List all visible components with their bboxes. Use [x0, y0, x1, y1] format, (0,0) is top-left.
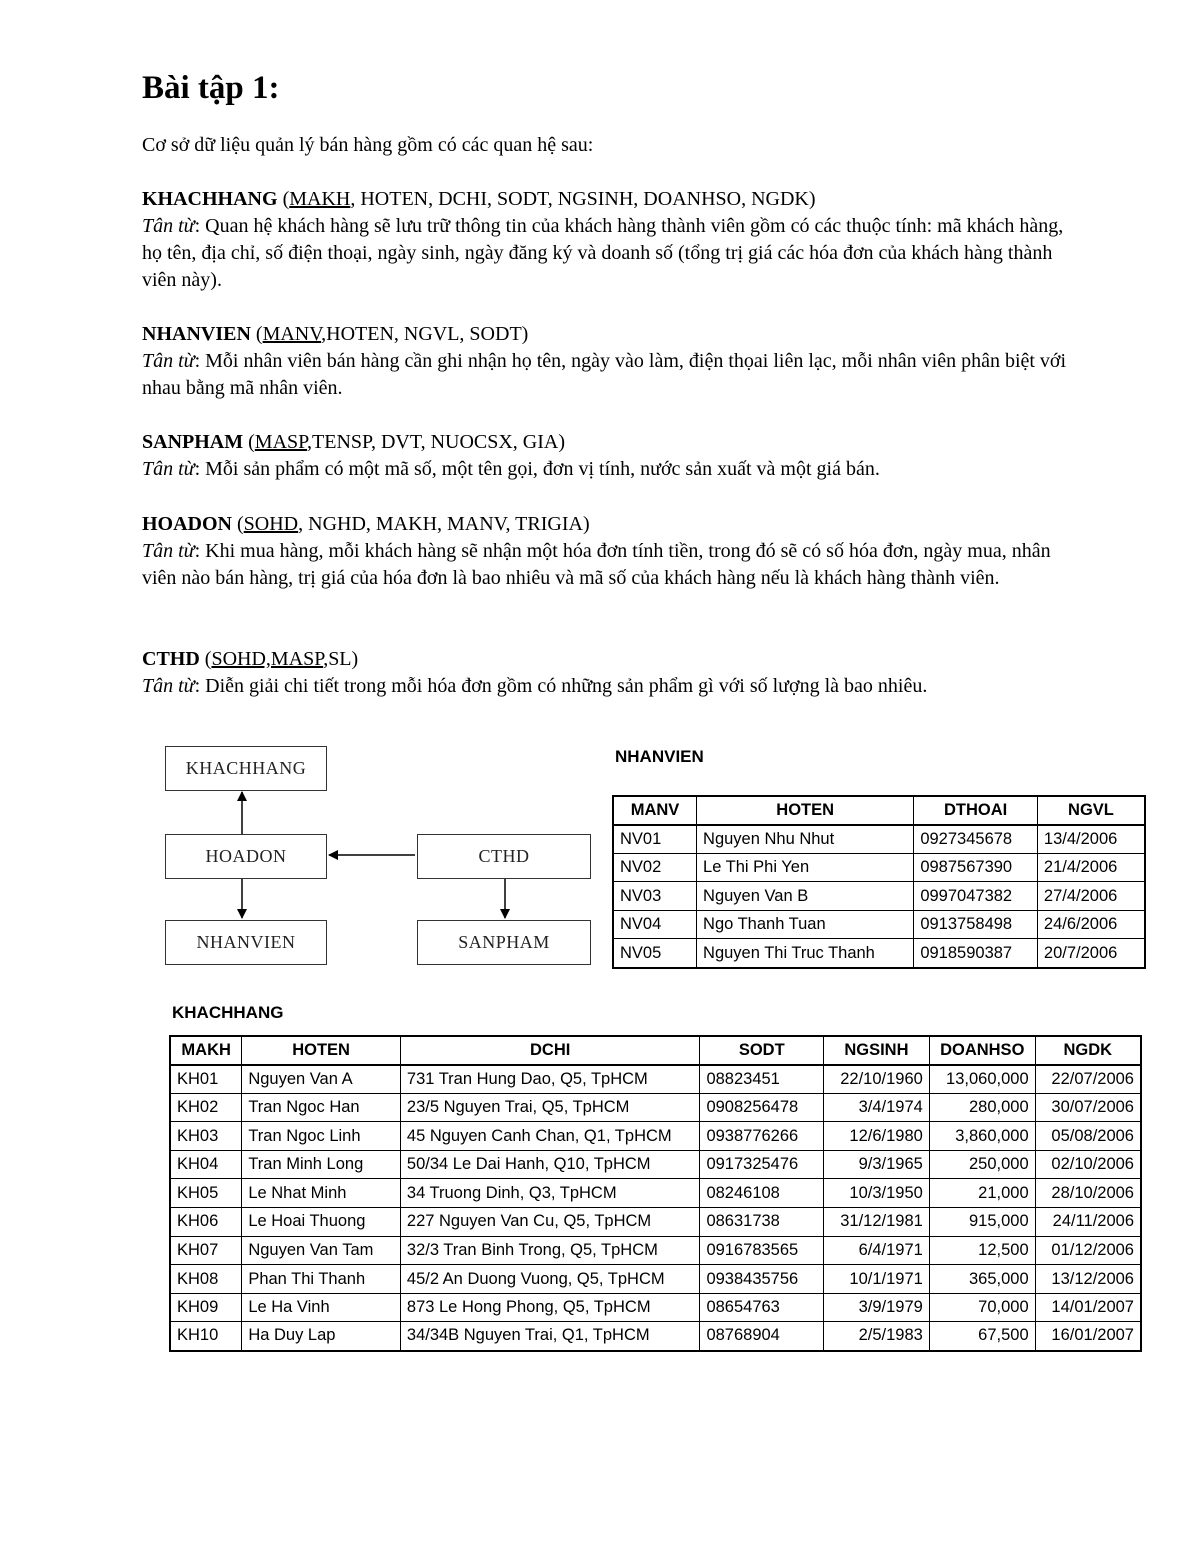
column-header: DTHOAI — [914, 796, 1038, 825]
page-title: Bài tập 1: — [142, 70, 280, 106]
table-cell: 31/12/1981 — [824, 1208, 930, 1237]
table-cell: 0916783565 — [700, 1236, 824, 1265]
relation-name: HOADON — [142, 513, 232, 535]
table-cell: 01/12/2006 — [1035, 1236, 1141, 1265]
relation-name: NHANVIEN — [142, 323, 251, 345]
relation-key: MAKH — [289, 188, 351, 210]
relation-attributes: , NGHD, MAKH, MANV, TRIGIA) — [298, 513, 590, 535]
table-cell: KH07 — [170, 1236, 242, 1265]
diagram-box-cthd: CTHD — [417, 834, 591, 879]
table-row — [170, 1322, 1141, 1351]
table-cell: 731 Tran Hung Dao, Q5, TpHCM — [400, 1065, 700, 1094]
table-cell: 22/07/2006 — [1035, 1065, 1141, 1094]
table-cell: 32/3 Tran Binh Trong, Q5, TpHCM — [400, 1236, 700, 1265]
desc-text: : Diễn giải chi tiết trong mỗi hóa đơn gồm có những sản phẩm gì với số lượng là bao nhiêu. — [194, 675, 928, 697]
table-cell: 24/6/2006 — [1037, 910, 1145, 939]
table-cell: 0938435756 — [700, 1265, 824, 1294]
table-row — [613, 939, 1145, 968]
desc-text: : Mỗi sản phẩm có một mã số, một tên gọi, đơn vị tính, nước sản xuất và một giá bán. — [194, 458, 880, 480]
diagram-box-hoadon: HOADON — [165, 834, 327, 879]
relation-name: KHACHHANG — [142, 188, 278, 210]
table-cell: Tran Ngoc Han — [242, 1093, 401, 1122]
column-header: HOTEN — [697, 796, 914, 825]
relation-schema: NHANVIEN (MANV,HOTEN, NGVL, SODT) — [142, 323, 529, 345]
table-cell: Tran Ngoc Linh — [242, 1122, 401, 1151]
relation-name: SANPHAM — [142, 431, 244, 453]
nhanvien-table — [612, 795, 1146, 969]
desc-label: Tân từ — [142, 540, 195, 562]
table-cell: 0927345678 — [914, 825, 1038, 854]
table-row — [170, 1179, 1141, 1208]
table-cell: 9/3/1965 — [824, 1150, 930, 1179]
table-cell: KH06 — [170, 1208, 242, 1237]
table-row — [170, 1293, 1141, 1322]
relation-schema: SANPHAM (MASP,TENSP, DVT, NUOCSX, GIA) — [142, 431, 566, 453]
table-cell: Nguyen Nhu Nhut — [697, 825, 914, 854]
table-cell: KH10 — [170, 1322, 242, 1351]
table-cell: 0938776266 — [700, 1122, 824, 1151]
table-header-row — [170, 1036, 1141, 1065]
table-cell: 50/34 Le Dai Hanh, Q10, TpHCM — [400, 1150, 700, 1179]
diagram-box-khachhang: KHACHHANG — [165, 746, 327, 791]
diagram-box-nhanvien: NHANVIEN — [165, 920, 327, 965]
table-cell: 13,060,000 — [929, 1065, 1035, 1094]
table-row — [170, 1265, 1141, 1294]
column-header: NGSINH — [824, 1036, 930, 1065]
table-cell: 12/6/1980 — [824, 1122, 930, 1151]
table-row — [170, 1236, 1141, 1265]
table-row — [170, 1150, 1141, 1179]
relation-key: MASP — [254, 431, 308, 453]
table-cell: 0908256478 — [700, 1093, 824, 1122]
column-header: MAKH — [170, 1036, 242, 1065]
table-cell: 13/12/2006 — [1035, 1265, 1141, 1294]
table-cell: 3,860,000 — [929, 1122, 1035, 1151]
table-cell: Ngo Thanh Tuan — [697, 910, 914, 939]
table-cell: Nguyen Van Tam — [242, 1236, 401, 1265]
table-cell: Le Nhat Minh — [242, 1179, 401, 1208]
column-header: HOTEN — [242, 1036, 401, 1065]
nhanvien-table-title: NHANVIEN — [615, 747, 704, 766]
table-cell: 28/10/2006 — [1035, 1179, 1141, 1208]
column-header: SODT — [700, 1036, 824, 1065]
table-cell: 0987567390 — [914, 853, 1038, 882]
table-cell: NV04 — [613, 910, 697, 939]
table-cell: 873 Le Hong Phong, Q5, TpHCM — [400, 1293, 700, 1322]
table-cell: 3/4/1974 — [824, 1093, 930, 1122]
desc-label: Tân từ — [142, 458, 195, 480]
table-cell: 13/4/2006 — [1037, 825, 1145, 854]
table-header-row — [613, 796, 1145, 825]
desc-text: : Quan hệ khách hàng sẽ lưu trữ thông tin của khách hàng thành viên gồm có các thuộc tính: mã khách hàng, họ tên, địa chỉ, số điện thoại, ngày sinh, ngày đăng ký và doanh số (tổng trị giá các hóa đơn của khách hàng thành viên này). — [142, 215, 1064, 291]
table-row — [613, 882, 1145, 911]
table-row — [613, 910, 1145, 939]
table-cell: 10/1/1971 — [824, 1265, 930, 1294]
table-row — [170, 1122, 1141, 1151]
relation-schema: KHACHHANG (MAKH, HOTEN, DCHI, SODT, NGSINH, DOANHSO, NGDK) — [142, 188, 816, 210]
table-row — [613, 853, 1145, 882]
table-cell: Le Ha Vinh — [242, 1293, 401, 1322]
desc-label: Tân từ — [142, 215, 195, 237]
desc-text: : Mỗi nhân viên bán hàng cần ghi nhận họ tên, ngày vào làm, điện thọai liên lạc, mỗi nhân viên phân biệt với nhau bằng mã nhân viên. — [142, 350, 1067, 399]
table-cell: NV03 — [613, 882, 697, 911]
table-cell: Le Hoai Thuong — [242, 1208, 401, 1237]
table-cell: 365,000 — [929, 1265, 1035, 1294]
table-cell: Ha Duy Lap — [242, 1322, 401, 1351]
table-cell: 2/5/1983 — [824, 1322, 930, 1351]
intro-text: Cơ sở dữ liệu quản lý bán hàng gồm có các quan hệ sau: — [142, 134, 594, 156]
relation-schema: HOADON (SOHD, NGHD, MAKH, MANV, TRIGIA) — [142, 513, 590, 535]
table-cell: 915,000 — [929, 1208, 1035, 1237]
table-cell: 0918590387 — [914, 939, 1038, 968]
table-cell: KH04 — [170, 1150, 242, 1179]
table-cell: Le Thi Phi Yen — [697, 853, 914, 882]
table-cell: 34/34B Nguyen Trai, Q1, TpHCM — [400, 1322, 700, 1351]
table-cell: KH08 — [170, 1265, 242, 1294]
table-cell: NV02 — [613, 853, 697, 882]
khachhang-table — [169, 1035, 1142, 1352]
table-cell: 3/9/1979 — [824, 1293, 930, 1322]
table-cell: Tran Minh Long — [242, 1150, 401, 1179]
diagram-box-sanpham: SANPHAM — [417, 920, 591, 965]
table-cell: Nguyen Thi Truc Thanh — [697, 939, 914, 968]
table-cell: 23/5 Nguyen Trai, Q5, TpHCM — [400, 1093, 700, 1122]
table-cell: KH02 — [170, 1093, 242, 1122]
table-row — [613, 825, 1145, 854]
table-cell: 08246108 — [700, 1179, 824, 1208]
table-cell: 45 Nguyen Canh Chan, Q1, TpHCM — [400, 1122, 700, 1151]
table-cell: 12,500 — [929, 1236, 1035, 1265]
table-cell: 27/4/2006 — [1037, 882, 1145, 911]
table-cell: NV05 — [613, 939, 697, 968]
table-cell: 280,000 — [929, 1093, 1035, 1122]
table-cell: Nguyen Van B — [697, 882, 914, 911]
table-cell: 14/01/2007 — [1035, 1293, 1141, 1322]
table-cell: 6/4/1971 — [824, 1236, 930, 1265]
relation-key: MANV — [262, 323, 322, 345]
table-cell: 45/2 An Duong Vuong, Q5, TpHCM — [400, 1265, 700, 1294]
table-cell: KH03 — [170, 1122, 242, 1151]
table-cell: 30/07/2006 — [1035, 1093, 1141, 1122]
table-cell: 227 Nguyen Van Cu, Q5, TpHCM — [400, 1208, 700, 1237]
table-cell: KH05 — [170, 1179, 242, 1208]
table-cell: 21/4/2006 — [1037, 853, 1145, 882]
table-cell: 02/10/2006 — [1035, 1150, 1141, 1179]
relation-attributes: ,SL) — [323, 648, 359, 670]
table-cell: 08768904 — [700, 1322, 824, 1351]
desc-text: : Khi mua hàng, mỗi khách hàng sẽ nhận một hóa đơn tính tiền, trong đó sẽ có số hóa đơn, ngày mua, nhân viên nào bán hàng, trị giá của hóa đơn là bao nhiêu và mã số của khách hàng nếu là khách hàng thành viên. — [142, 540, 1051, 589]
table-cell: 0913758498 — [914, 910, 1038, 939]
table-row — [170, 1065, 1141, 1094]
table-cell: 67,500 — [929, 1322, 1035, 1351]
relation-key: SOHD,MASP — [211, 648, 324, 670]
relation-key: SOHD — [243, 513, 299, 535]
table-cell: 10/3/1950 — [824, 1179, 930, 1208]
table-cell: 250,000 — [929, 1150, 1035, 1179]
table-cell: 0917325476 — [700, 1150, 824, 1179]
relation-attributes: , HOTEN, DCHI, SODT, NGSINH, DOANHSO, NGDK) — [350, 188, 816, 210]
table-cell: Phan Thi Thanh — [242, 1265, 401, 1294]
column-header: NGVL — [1037, 796, 1145, 825]
desc-label: Tân từ — [142, 675, 195, 697]
relation-schema: CTHD (SOHD,MASP,SL) — [142, 648, 359, 670]
desc-label: Tân từ — [142, 350, 195, 372]
table-cell: NV01 — [613, 825, 697, 854]
table-cell: 08823451 — [700, 1065, 824, 1094]
column-header: DCHI — [400, 1036, 700, 1065]
table-cell: 16/01/2007 — [1035, 1322, 1141, 1351]
column-header: DOANHSO — [929, 1036, 1035, 1065]
table-cell: 05/08/2006 — [1035, 1122, 1141, 1151]
table-cell: 21,000 — [929, 1179, 1035, 1208]
table-cell: 70,000 — [929, 1293, 1035, 1322]
column-header: MANV — [613, 796, 697, 825]
table-cell: 0997047382 — [914, 882, 1038, 911]
table-cell: 24/11/2006 — [1035, 1208, 1141, 1237]
table-cell: 34 Truong Dinh, Q3, TpHCM — [400, 1179, 700, 1208]
table-cell: 22/10/1960 — [824, 1065, 930, 1094]
relation-name: CTHD — [142, 648, 200, 670]
table-row — [170, 1093, 1141, 1122]
relation-attributes: ,HOTEN, NGVL, SODT) — [321, 323, 529, 345]
table-row — [170, 1208, 1141, 1237]
table-cell: KH09 — [170, 1293, 242, 1322]
khachhang-table-title: KHACHHANG — [172, 1003, 284, 1022]
table-cell: KH01 — [170, 1065, 242, 1094]
table-cell: 08631738 — [700, 1208, 824, 1237]
relation-attributes: ,TENSP, DVT, NUOCSX, GIA) — [307, 431, 566, 453]
table-cell: 08654763 — [700, 1293, 824, 1322]
column-header: NGDK — [1035, 1036, 1141, 1065]
table-cell: 20/7/2006 — [1037, 939, 1145, 968]
table-cell: Nguyen Van A — [242, 1065, 401, 1094]
